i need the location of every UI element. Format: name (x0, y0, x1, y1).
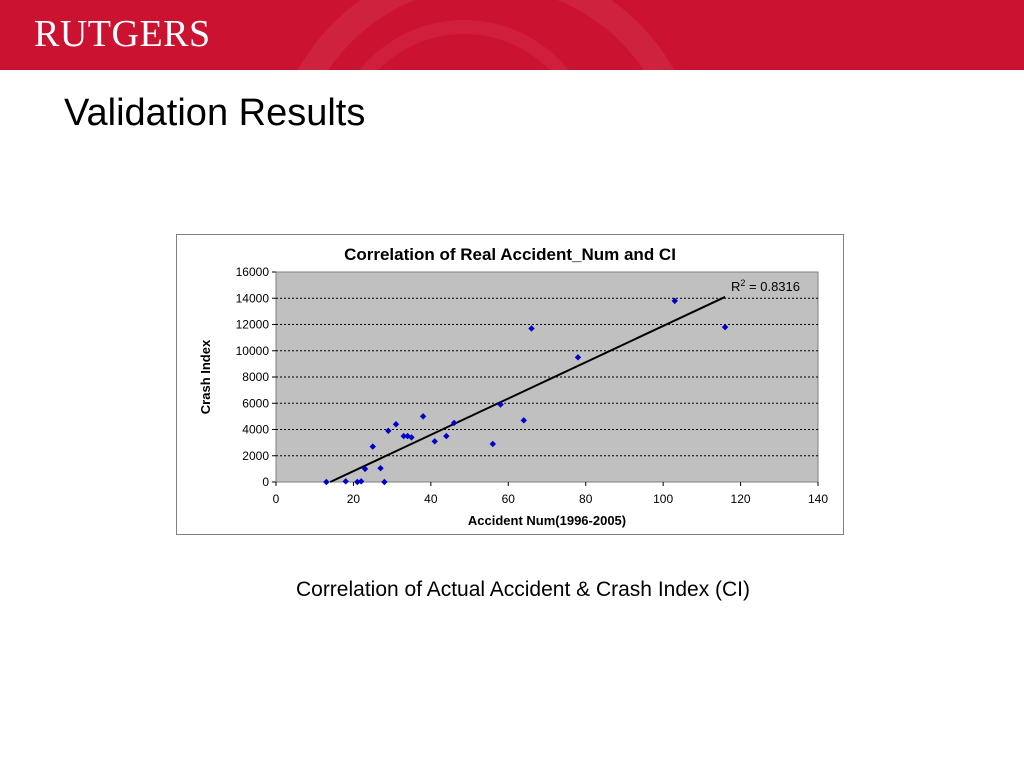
y-tick-label: 0 (262, 475, 269, 489)
x-tick-label: 140 (807, 492, 829, 506)
x-tick-label: 20 (346, 492, 361, 506)
slide-title: Validation Results (64, 92, 366, 134)
y-axis-ticks (236, 265, 276, 489)
x-tick-label: 60 (501, 492, 515, 506)
x-axis-ticks (273, 482, 829, 506)
header-banner (0, 0, 1024, 70)
y-tick-label: 16000 (235, 265, 269, 279)
chart-frame (176, 234, 844, 535)
y-axis-label: Crash Index (198, 339, 213, 415)
x-tick-label: 120 (730, 492, 751, 506)
slide-caption: Correlation of Actual Accident & Crash Index (CI) (295, 578, 751, 601)
x-tick-label: 0 (272, 492, 280, 506)
x-axis-label: Accident Num(1996-2005) (467, 513, 627, 528)
x-tick-label: 80 (579, 492, 593, 506)
y-tick-label: 2000 (242, 448, 269, 463)
chart-title: Correlation of Real Accident_Num and CI (344, 245, 676, 264)
y-tick-label: 4000 (242, 422, 269, 437)
y-tick-label: 12000 (235, 317, 269, 332)
scatter-chart (177, 235, 843, 534)
y-tick-label: 6000 (242, 396, 269, 411)
y-tick-label: 10000 (235, 343, 269, 358)
rutgers-logo: RUTGERS (34, 13, 211, 55)
y-tick-label: 8000 (242, 370, 269, 384)
x-tick-label: 100 (653, 492, 674, 506)
r2-annotation: $R^2 = 0.8316$ (731, 278, 800, 294)
x-tick-label: 40 (424, 492, 438, 506)
y-tick-label: 14000 (235, 291, 269, 306)
